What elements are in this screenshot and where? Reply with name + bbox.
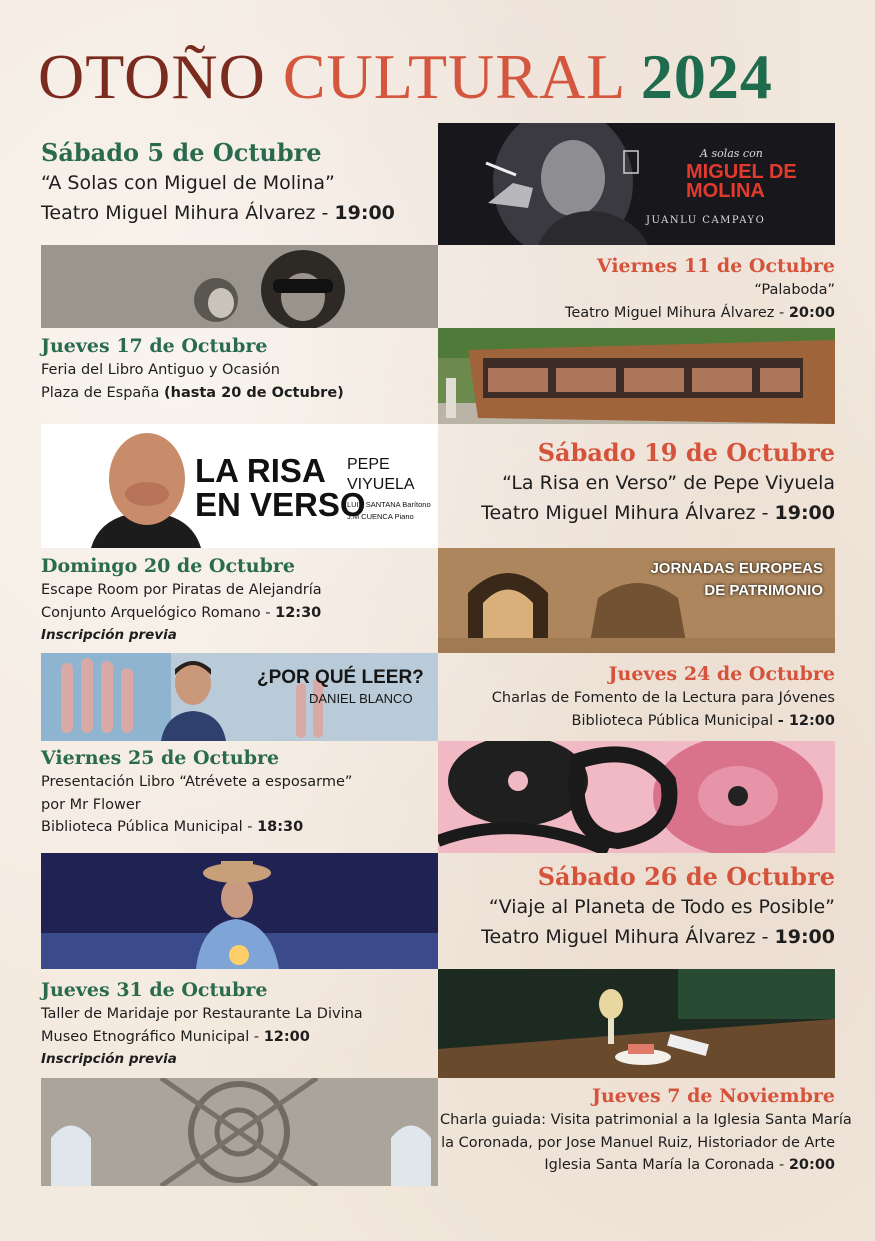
title-year: 2024 xyxy=(640,41,773,112)
event-date: Sábado 26 de Octubre xyxy=(537,862,835,891)
molina-author: JUANLU CAMPAYO xyxy=(646,215,766,226)
event-title: Escape Room por Piratas de Alejandría xyxy=(41,582,322,598)
por-que-leer-image xyxy=(41,653,438,741)
event-venue: Teatro Miguel Mihura Álvarez - 19:00 xyxy=(481,502,835,524)
flowers-handcuffs-image xyxy=(438,741,835,853)
risa-en-verso-image xyxy=(41,424,438,548)
event-title: Charlas de Fomento de la Lectura para Jóvenes xyxy=(491,690,835,706)
event-nov-7 xyxy=(440,1083,852,1177)
event-oct-20 xyxy=(41,553,436,647)
event-date: Jueves 7 de Noviembre xyxy=(591,1085,835,1107)
event-date: Viernes 11 de Octubre xyxy=(596,255,835,277)
wine-tasting-image xyxy=(438,969,835,1078)
event-venue: Conjunto Arquelógico Romano - 12:30 xyxy=(41,604,322,621)
event-oct-24 xyxy=(440,661,835,732)
event-venue: Biblioteca Pública Municipal - 12:00 xyxy=(571,712,835,729)
poster-title xyxy=(38,42,838,112)
event-date: Viernes 25 de Octubre xyxy=(41,747,280,769)
risa-credit-2: J.M CUENCA Piano xyxy=(347,512,414,521)
event-date: Sábado 5 de Octubre xyxy=(41,138,322,167)
event-venue: Iglesia Santa María la Coronada - 20:00 xyxy=(544,1157,835,1173)
event-venue: Museo Etnográfico Municipal - 12:00 xyxy=(41,1028,310,1045)
event-title: “A Solas con Miguel de Molina” xyxy=(41,172,335,194)
event-title: Feria del Libro Antiguo y Ocasión xyxy=(41,362,280,378)
title-otono: OTOÑO xyxy=(38,41,266,112)
event-title: “La Risa en Verso” de Pepe Viyuela xyxy=(502,472,835,494)
event-oct-5 xyxy=(41,138,436,228)
event-venue: Teatro Miguel Mihura Álvarez - 20:00 xyxy=(564,304,835,321)
event-venue: Teatro Miguel Mihura Álvarez - 19:00 xyxy=(481,926,835,948)
event-oct-25 xyxy=(41,745,436,839)
risa-title-2: EN VERSO xyxy=(195,486,366,523)
jornadas-line-1: JORNADAS EUROPEAS xyxy=(650,560,823,577)
church-ceiling-image xyxy=(41,1078,438,1186)
title-cultural: CULTURAL xyxy=(282,41,624,112)
event-date: Jueves 31 de Octubre xyxy=(41,979,268,1001)
event-venue: Teatro Miguel Mihura Álvarez - 19:00 xyxy=(41,202,395,224)
event-oct-26 xyxy=(440,862,835,952)
event-date: Sábado 19 de Octubre xyxy=(537,438,835,467)
event-title: “Viaje al Planeta de Todo es Posible” xyxy=(488,896,835,918)
event-title-1: Charla guiada: Visita patrimonial a la Iglesia Santa María xyxy=(440,1112,852,1128)
risa-title-1: LA RISA xyxy=(195,452,326,489)
molina-small-text: A solas con xyxy=(700,147,763,160)
risa-name-2: VIYUELA xyxy=(347,476,415,493)
book-fair-image xyxy=(438,328,835,424)
event-title: “Palaboda” xyxy=(754,282,835,298)
event-title-2: la Coronada, por Jose Manuel Ruiz, Historiador de Arte xyxy=(441,1134,835,1151)
event-title: Taller de Maridaje por Restaurante La Divina xyxy=(41,1006,363,1022)
risa-credit-1: LUIS SANTANA Barítono xyxy=(347,500,431,509)
planeta-image xyxy=(41,853,438,969)
event-note: Inscripción previa xyxy=(41,1051,177,1067)
risa-name-1: PEPE xyxy=(347,456,390,473)
event-oct-19 xyxy=(440,438,835,528)
event-date: Domingo 20 de Octubre xyxy=(41,555,295,577)
event-date: Jueves 24 de Octubre xyxy=(608,663,835,685)
leer-question: ¿POR QUÉ LEER? xyxy=(257,667,424,688)
event-oct-11 xyxy=(440,253,835,324)
event-author: por Mr Flower xyxy=(41,796,141,813)
molina-title-1: MIGUEL DE xyxy=(686,161,797,183)
molina-title-2: MOLINA xyxy=(686,180,765,202)
jornadas-line-2: DE PATRIMONIO xyxy=(704,582,823,599)
event-venue: Plaza de España (hasta 20 de Octubre) xyxy=(41,384,344,401)
event-date: Jueves 17 de Octubre xyxy=(41,335,268,357)
palaboda-image xyxy=(41,245,438,328)
event-oct-17 xyxy=(41,333,436,404)
event-oct-31 xyxy=(41,977,436,1071)
event-title: Presentación Libro “Atrévete a esposarme” xyxy=(41,774,353,790)
roman-ruins-image xyxy=(438,548,835,653)
event-note: Inscripción previa xyxy=(41,627,177,643)
leer-name: DANIEL BLANCO xyxy=(309,691,413,706)
event-venue: Biblioteca Pública Municipal - 18:30 xyxy=(41,819,304,835)
molina-poster-image xyxy=(438,123,835,245)
